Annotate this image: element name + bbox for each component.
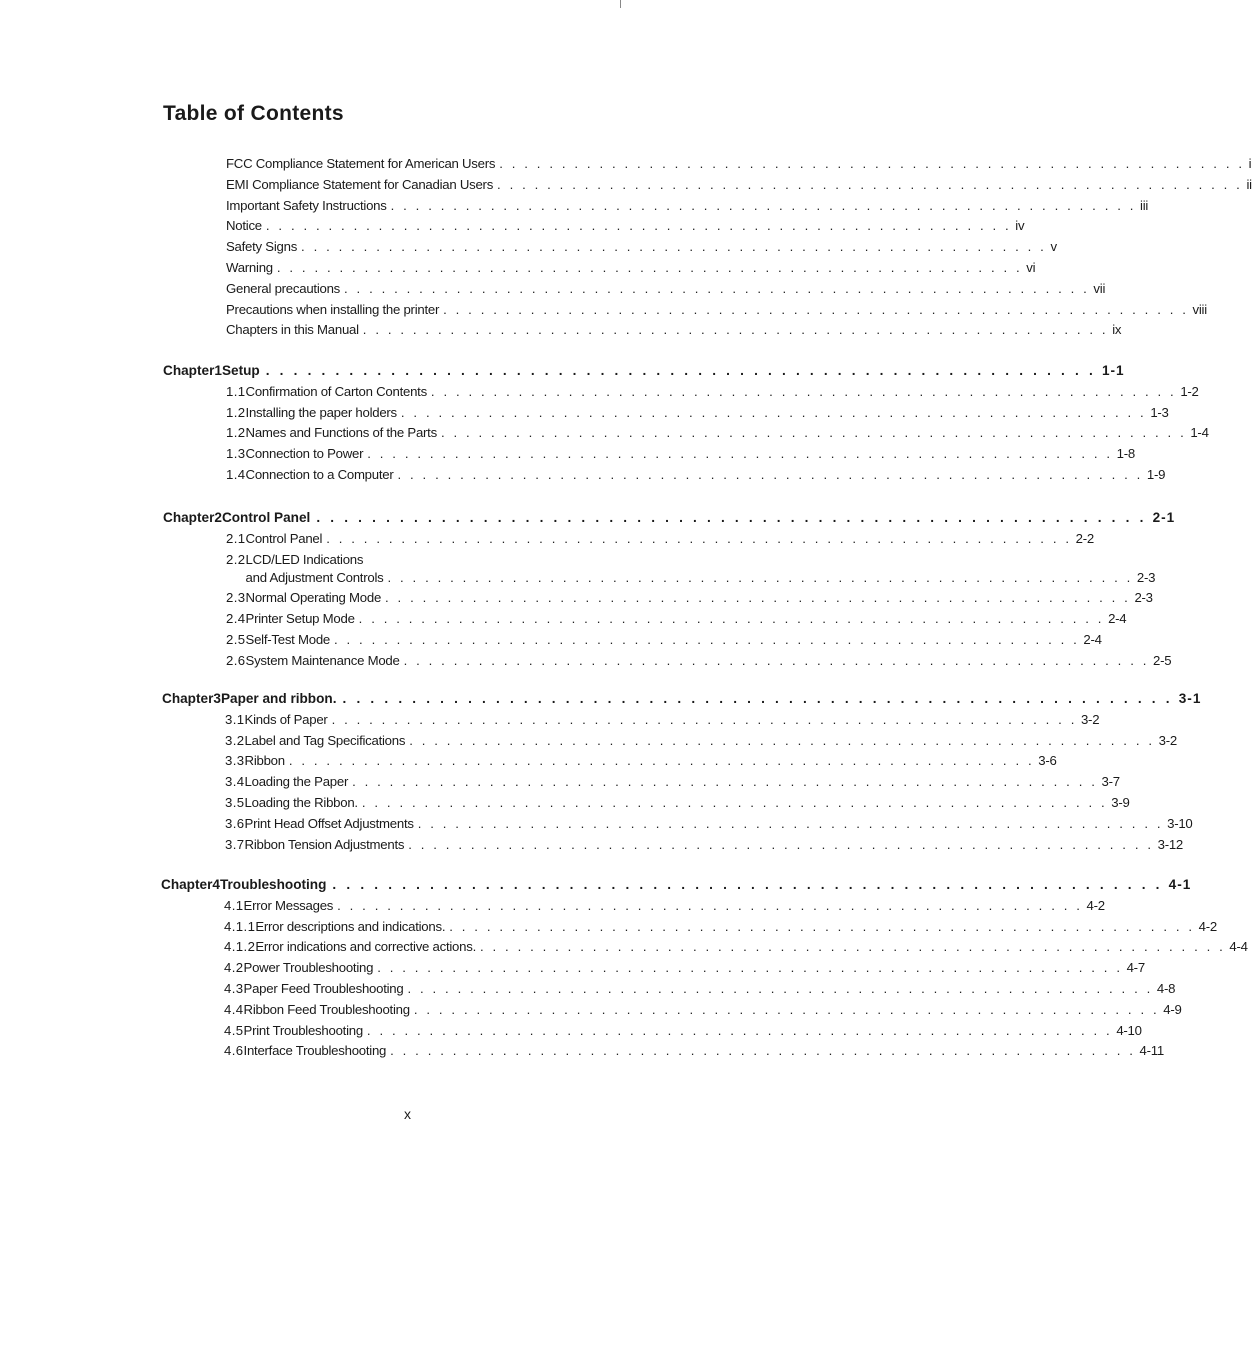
- entry-label: Ribbon Feed Troubleshooting: [243, 1001, 410, 1017]
- section-number: 4.1.2: [224, 939, 256, 955]
- toc-section[interactable]: [162, 772, 1120, 793]
- section-number: 2.4: [226, 611, 246, 627]
- dot-leader: . . . . . . . . . . . . . . . . . . . . . . . . . . . . . . . . . . . . . . . . . . . . . . . . . . . . . . . . . . . .: [288, 753, 1035, 769]
- entry-page: vi: [1026, 259, 1036, 275]
- chapter-heading[interactable]: [161, 875, 1192, 896]
- toc-section[interactable]: [161, 1021, 1142, 1042]
- dot-leader: . . . . . . . . . . . . . . . . . . . . . . . . . . . . . . . . . . . . . . . . . . . . . . . . . . . . . . . . . . . .: [409, 732, 1155, 748]
- dot-leader: . . . . . . . . . . . . . . . . . . . . . . . . . . . . . . . . . . . . . . . . . . . . . . . . . . . . . . . . . . . .: [449, 918, 1195, 934]
- toc-section[interactable]: [163, 465, 1166, 486]
- toc-entry[interactable]: [226, 175, 1252, 196]
- entry-label: Label and Tag Specifications: [244, 732, 406, 748]
- dot-leader: . . . . . . . . . . . . . . . . . . . . . . . . . . . . . . . . . . . . . . . . . . . . . . . . . . . . . . . . . . . .: [443, 301, 1189, 317]
- entry-page: 4-9: [1163, 1001, 1182, 1017]
- chapter-word: Chapter: [163, 510, 215, 525]
- toc-entry[interactable]: [226, 258, 1036, 279]
- chapter-title: Setup: [221, 363, 260, 378]
- entry-page: ix: [1112, 322, 1122, 338]
- chapter-title: Paper and ribbon.: [220, 691, 337, 706]
- dot-leader: . . . . . . . . . . . . . . . . . . . . . . . . . . . . . . . . . . . . . . . . . . . . . . . . . . . . . . . . . . . .: [430, 383, 1177, 399]
- entry-page: 2-4: [1083, 631, 1102, 647]
- section-number: 3.1: [225, 711, 245, 727]
- entry-page: 4-4: [1229, 939, 1248, 955]
- toc-section[interactable]: [162, 814, 1193, 835]
- entry-page: 1-2: [1180, 383, 1199, 399]
- dot-leader: . . . . . . . . . . . . . . . . . . . . . . . . . . . . . . . . . . . . . . . . . . . . . . . . . . . . . . . . . . . .: [377, 960, 1123, 976]
- entry-page: 1-4: [1190, 425, 1209, 441]
- toc-section[interactable]: [163, 529, 1094, 550]
- chapter-word: Chapter: [163, 363, 215, 378]
- entry-label: Print Head Offset Adjustments: [244, 815, 414, 831]
- toc-section[interactable]: [163, 403, 1169, 424]
- entry-page: 2-4: [1108, 611, 1127, 627]
- entry-label: Names and Functions of the Parts: [245, 425, 437, 441]
- dot-leader: . . . . . . . . . . . . . . . . . . . . . . . . . . . . . . . . . . . . . . . . . . . . . . . . . . . . . . . . . . . .: [407, 980, 1153, 996]
- toc-entry[interactable]: [226, 216, 1025, 237]
- toc-section[interactable]: [162, 793, 1130, 814]
- toc-entry[interactable]: [226, 320, 1122, 341]
- chapter-heading[interactable]: [163, 508, 1176, 529]
- chapter-4: [161, 875, 1248, 1062]
- dot-leader: . . . . . . . . . . . . . . . . . . . . . . . . . . . . . . . . . . . . . . . . . . . . . . . . . . . . . . . . . . . .: [387, 569, 1133, 585]
- chapter-2: [163, 508, 1176, 672]
- entry-page: 4-10: [1116, 1022, 1142, 1038]
- chapter-page: 2-1: [1152, 510, 1176, 525]
- dot-leader: . . . . . . . . . . . . . . . . . . . . . . . . . . . . . . . . . . . . . . . . . . . . . . . . . . . . . . . . . . . .: [367, 446, 1113, 462]
- entry-page: ii: [1246, 176, 1252, 192]
- section-number: 1.2: [226, 404, 246, 420]
- entry-label: Precautions when installing the printer: [226, 301, 440, 317]
- toc-entry[interactable]: [226, 237, 1057, 258]
- section-number: 4.3: [224, 980, 244, 996]
- toc-section[interactable]: [161, 917, 1217, 938]
- toc-section[interactable]: [161, 896, 1105, 917]
- entry-label: Chapters in this Manual: [226, 322, 359, 338]
- entry-label: Installing the paper holders: [245, 404, 397, 420]
- entry-page: 2-5: [1153, 652, 1172, 668]
- toc-section[interactable]: [161, 937, 1248, 958]
- toc-section[interactable]: [163, 630, 1102, 651]
- chapter-1: [163, 361, 1209, 486]
- toc-section[interactable]: [163, 588, 1153, 609]
- toc-section[interactable]: [161, 1000, 1182, 1021]
- entry-label: EMI Compliance Statement for Canadian Users: [226, 176, 494, 192]
- dot-leader: . . . . . . . . . . . . . . . . . . . . . . . . . . . . . . . . . . . . . . . . . . . . . . . . . . . . . . . . . . . .: [362, 322, 1109, 338]
- toc-section[interactable]: [162, 710, 1100, 731]
- entry-label: System Maintenance Mode: [245, 652, 400, 668]
- section-number: 2.2: [226, 551, 246, 567]
- entry-label: Confirmation of Carton Contents: [245, 383, 427, 399]
- entry-label: General precautions: [226, 280, 341, 296]
- page-number: x: [404, 1106, 411, 1122]
- dot-leader: . . . . . . . . . . . . . . . . . . . . . . . . . . . . . . . . . . . . . . . . . . . . . . . . . . . . . . . . . . . .: [265, 218, 1012, 234]
- entry-page: 3-7: [1101, 774, 1120, 790]
- toc-section[interactable]: [163, 550, 1156, 589]
- entry-label: Safety Signs: [226, 239, 298, 255]
- toc-entry[interactable]: [226, 196, 1149, 217]
- section-number: 2.1: [226, 530, 246, 546]
- toc-section[interactable]: [161, 1041, 1164, 1062]
- entry-label: Power Troubleshooting: [243, 960, 374, 976]
- entry-label: Loading the Paper: [244, 774, 349, 790]
- dot-leader: . . . . . . . . . . . . . . . . . . . . . . . . . . . . . . . . . . . . . . . . . . . . . . . . . . . . . . . . . . . .: [265, 363, 1096, 378]
- entry-label: Important Safety Instructions: [226, 197, 387, 213]
- toc-section[interactable]: [161, 979, 1176, 1000]
- dot-leader: . . . . . . . . . . . . . . . . . . . . . . . . . . . . . . . . . . . . . . . . . . . . . . . . . . . . . . . . . . . .: [361, 794, 1108, 810]
- dot-leader: . . . . . . . . . . . . . . . . . . . . . . . . . . . . . . . . . . . . . . . . . . . . . . . . . . . . . . . . . . . .: [344, 280, 1090, 296]
- dot-leader: . . . . . . . . . . . . . . . . . . . . . . . . . . . . . . . . . . . . . . . . . . . . . . . . . . . . . . . . . . . .: [499, 156, 1245, 171]
- dot-leader: . . . . . . . . . . . . . . . . . . . . . . . . . . . . . . . . . . . . . . . . . . . . . . . . . . . . . . . . . . . .: [400, 404, 1147, 420]
- entry-label: Normal Operating Mode: [245, 590, 382, 606]
- entry-label: Interface Troubleshooting: [243, 1043, 387, 1059]
- entry-label: Ribbon Tension Adjustments: [244, 836, 405, 852]
- toc-section[interactable]: [163, 609, 1127, 630]
- toc-section[interactable]: [161, 958, 1145, 979]
- entry-label: and Adjustment Controls: [245, 569, 384, 585]
- section-number: 4.6: [224, 1043, 244, 1059]
- dot-leader: . . . . . . . . . . . . . . . . . . . . . . . . . . . . . . . . . . . . . . . . . . . . . . . . . . . . . . . . . . . .: [440, 425, 1187, 441]
- toc-section[interactable]: [162, 751, 1057, 772]
- entry-page: 4-2: [1198, 918, 1217, 934]
- entry-label: Self-Test Mode: [245, 631, 330, 647]
- toc-section[interactable]: [163, 423, 1209, 444]
- entry-label-line-1: LCD/LED Indications: [245, 551, 364, 567]
- dot-leader: . . . . . . . . . . . . . . . . . . . . . . . . . . . . . . . . . . . . . . . . . . . . . . . . . . . . . . . . . . . .: [337, 897, 1083, 913]
- dot-leader: . . . . . . . . . . . . . . . . . . . . . . . . . . . . . . . . . . . . . . . . . . . . . . . . . . . . . . . . . . . .: [479, 939, 1226, 955]
- entry-label: Print Troubleshooting: [243, 1022, 363, 1038]
- toc-entry[interactable]: [226, 154, 1252, 175]
- entry-page: 2-2: [1075, 530, 1094, 546]
- chapter-number: 4: [212, 877, 220, 892]
- toc-entry[interactable]: [226, 279, 1106, 300]
- chapter-page: 4-1: [1168, 877, 1192, 892]
- section-number: 4.5: [224, 1022, 244, 1038]
- section-number: 1.3: [226, 446, 246, 462]
- chapter-3: [162, 689, 1202, 855]
- entry-page: 3-12: [1157, 836, 1184, 852]
- section-number: 4.1: [224, 897, 244, 913]
- chapter-heading[interactable]: [163, 361, 1125, 382]
- section-number: 1.2: [226, 425, 246, 441]
- dot-leader: . . . . . . . . . . . . . . . . . . . . . . . . . . . . . . . . . . . . . . . . . . . . . . . . . . . . . . . . . . . .: [403, 652, 1149, 668]
- entry-label: Connection to Power: [245, 446, 364, 462]
- entry-page: v: [1050, 239, 1057, 255]
- chapter-number: 1: [214, 363, 222, 378]
- toc-section[interactable]: [163, 651, 1172, 672]
- section-number: 3.2: [225, 732, 245, 748]
- entry-page: viii: [1192, 301, 1207, 317]
- dot-leader: . . . . . . . . . . . . . . . . . . . . . . . . . . . . . . . . . . . . . . . . . . . . . . . . . . . . . . . . . . . .: [301, 239, 1047, 255]
- chapter-heading[interactable]: [162, 689, 1202, 710]
- toc-section[interactable]: [163, 444, 1135, 465]
- entry-label: Error indications and corrective actions.: [255, 939, 476, 955]
- entry-page: 2-3: [1134, 590, 1153, 606]
- section-number: 1.4: [226, 466, 246, 482]
- section-number: 2.3: [226, 590, 246, 606]
- chapter-title: Troubleshooting: [219, 877, 327, 892]
- dot-leader: . . . . . . . . . . . . . . . . . . . . . . . . . . . . . . . . . . . . . . . . . . . . . . . . . . . . . . . . . . . .: [408, 836, 1154, 852]
- dot-leader: . . . . . . . . . . . . . . . . . . . . . . . . . . . . . . . . . . . . . . . . . . . . . . . . . . . . . . . . . . . .: [331, 711, 1077, 727]
- chapter-word: Chapter: [161, 877, 213, 892]
- entry-page: 4-8: [1156, 980, 1176, 996]
- entry-page: 4-7: [1126, 960, 1145, 976]
- entry-page: 3-6: [1038, 753, 1057, 769]
- entry-page: 3-2: [1080, 711, 1100, 727]
- dot-leader: . . . . . . . . . . . . . . . . . . . . . . . . . . . . . . . . . . . . . . . . . . . . . . . . . . . . . . . . . . . .: [390, 1043, 1136, 1059]
- entry-label: Notice: [226, 218, 262, 234]
- entry-page: i: [1248, 156, 1252, 171]
- section-number: 3.5: [225, 794, 245, 810]
- entry-label: Kinds of Paper: [244, 711, 328, 727]
- section-number: 3.7: [225, 836, 245, 852]
- chapter-page: 1-1: [1101, 363, 1125, 378]
- scan-mark: [620, 0, 621, 8]
- section-number: 1.1: [226, 383, 246, 399]
- entry-page: 4-2: [1086, 897, 1105, 913]
- entry-label: Warning: [226, 259, 273, 275]
- front-matter-list: [226, 154, 1252, 341]
- entry-page: 1-9: [1146, 466, 1166, 482]
- chapter-number: 2: [214, 510, 222, 525]
- chapter-word: Chapter: [162, 691, 214, 706]
- dot-leader: . . . . . . . . . . . . . . . . . . . . . . . . . . . . . . . . . . . . . . . . . . . . . . . . . . . . . . . . . . . .: [326, 530, 1072, 546]
- entry-label: Error descriptions and indications.: [255, 918, 446, 934]
- dot-leader: . . . . . . . . . . . . . . . . . . . . . . . . . . . . . . . . . . . . . . . . . . . . . . . . . . . . . . . . . . . .: [385, 590, 1131, 606]
- toc-section[interactable]: [162, 731, 1177, 752]
- entry-label: Error Messages: [243, 897, 334, 913]
- entry-label: Loading the Ribbon.: [244, 794, 358, 810]
- dot-leader: . . . . . . . . . . . . . . . . . . . . . . . . . . . . . . . . . . . . . . . . . . . . . . . . . . . . . . . . . . . .: [316, 510, 1147, 525]
- chapter-page: 3-1: [1178, 691, 1202, 706]
- entry-label: Ribbon: [244, 753, 285, 769]
- section-number: 3.4: [225, 774, 245, 790]
- dot-leader: . . . . . . . . . . . . . . . . . . . . . . . . . . . . . . . . . . . . . . . . . . . . . . . . . . . . . . . . . . . .: [342, 691, 1173, 706]
- entry-page: 1-8: [1116, 446, 1135, 462]
- dot-leader: . . . . . . . . . . . . . . . . . . . . . . . . . . . . . . . . . . . . . . . . . . . . . . . . . . . . . . . . . . . .: [397, 466, 1143, 482]
- dot-leader: . . . . . . . . . . . . . . . . . . . . . . . . . . . . . . . . . . . . . . . . . . . . . . . . . . . . . . . . . . . .: [417, 815, 1164, 831]
- toc-section[interactable]: [163, 382, 1199, 403]
- entry-page: 3-2: [1158, 732, 1177, 748]
- page-title: Table of Contents: [163, 102, 344, 125]
- section-number: 4.4: [224, 1001, 244, 1017]
- entry-label: Printer Setup Mode: [245, 611, 355, 627]
- dot-leader: . . . . . . . . . . . . . . . . . . . . . . . . . . . . . . . . . . . . . . . . . . . . . . . . . . . . . . . . . . . .: [332, 877, 1163, 892]
- toc-entry[interactable]: [226, 300, 1207, 321]
- entry-label: Paper Feed Troubleshooting: [243, 980, 404, 996]
- entry-page: 2-3: [1136, 569, 1156, 585]
- dot-leader: . . . . . . . . . . . . . . . . . . . . . . . . . . . . . . . . . . . . . . . . . . . . . . . . . . . . . . . . . . . .: [390, 197, 1137, 213]
- dot-leader: . . . . . . . . . . . . . . . . . . . . . . . . . . . . . . . . . . . . . . . . . . . . . . . . . . . . . . . . . . . .: [276, 259, 1023, 275]
- section-number: 3.6: [225, 815, 245, 831]
- section-number: 2.6: [226, 652, 246, 668]
- section-number: 2.5: [226, 631, 246, 647]
- section-number: 4.2: [224, 960, 244, 976]
- entry-page: iii: [1140, 197, 1149, 213]
- entry-page: 3-9: [1111, 794, 1130, 810]
- chapter-number: 3: [213, 691, 221, 706]
- entry-page: 4-11: [1139, 1043, 1164, 1059]
- entry-page: 3-10: [1167, 815, 1193, 831]
- dot-leader: . . . . . . . . . . . . . . . . . . . . . . . . . . . . . . . . . . . . . . . . . . . . . . . . . . . . . . . . . . . .: [497, 176, 1243, 192]
- entry-page: vii: [1093, 280, 1106, 296]
- dot-leader: . . . . . . . . . . . . . . . . . . . . . . . . . . . . . . . . . . . . . . . . . . . . . . . . . . . . . . . . . . . .: [413, 1001, 1160, 1017]
- entry-label: Control Panel: [245, 530, 323, 546]
- entry-page: 1-3: [1150, 404, 1169, 420]
- dot-leader: . . . . . . . . . . . . . . . . . . . . . . . . . . . . . . . . . . . . . . . . . . . . . . . . . . . . . . . . . . . .: [352, 774, 1098, 790]
- entry-label: FCC Compliance Statement for American Users: [226, 156, 496, 171]
- chapter-title: Control Panel: [221, 510, 311, 525]
- dot-leader: . . . . . . . . . . . . . . . . . . . . . . . . . . . . . . . . . . . . . . . . . . . . . . . . . . . . . . . . . . . .: [334, 631, 1080, 647]
- dot-leader: . . . . . . . . . . . . . . . . . . . . . . . . . . . . . . . . . . . . . . . . . . . . . . . . . . . . . . . . . . . .: [366, 1022, 1113, 1038]
- entry-label: Connection to a Computer: [245, 466, 394, 482]
- section-number: 4.1.1: [224, 918, 256, 934]
- dot-leader: . . . . . . . . . . . . . . . . . . . . . . . . . . . . . . . . . . . . . . . . . . . . . . . . . . . . . . . . . . . .: [358, 611, 1105, 627]
- section-number: 3.3: [225, 753, 245, 769]
- entry-page: iv: [1015, 218, 1025, 234]
- toc-section[interactable]: [162, 835, 1184, 856]
